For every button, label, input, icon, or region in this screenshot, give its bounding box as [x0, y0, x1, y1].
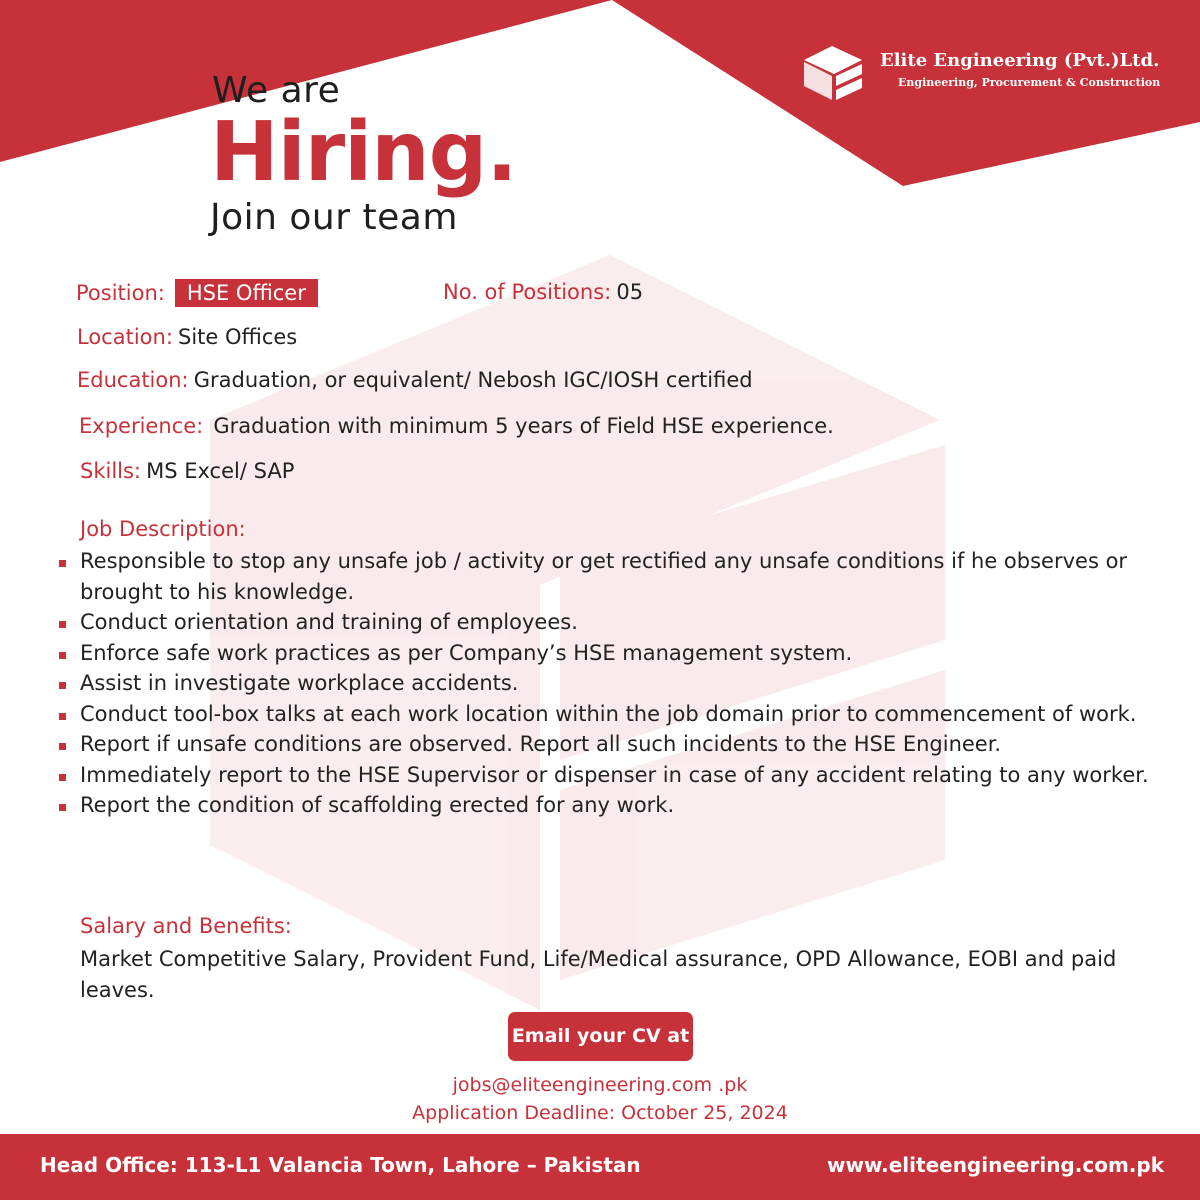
- positions-count-value: 05: [616, 280, 644, 304]
- brand-logo-icon: [800, 38, 866, 104]
- position-badge: HSE Officer: [175, 279, 318, 307]
- experience-value: Graduation with minimum 5 years of Field HSE experience.: [213, 414, 834, 438]
- positions-count-label: No. of Positions:: [443, 280, 612, 304]
- list-item: Responsible to stop any unsafe job / activity or get rectified any unsafe conditions if he observes or brought to his knowledge.: [80, 546, 1170, 607]
- location-label: Location:: [77, 325, 173, 349]
- list-item: Assist in investigate workplace accidents.: [80, 668, 1170, 699]
- list-item: Immediately report to the HSE Supervisor or dispenser in case of any accident relating to any worker.: [80, 760, 1170, 791]
- experience-row: [79, 414, 834, 438]
- salary-title: Salary and Benefits:: [80, 914, 292, 938]
- footer-bar: [0, 1134, 1200, 1200]
- location-value: Site Offices: [178, 325, 298, 349]
- list-item: Conduct tool-box talks at each work location within the job domain prior to commencement of work.: [80, 699, 1170, 730]
- website-link[interactable]: www.eliteengineering.com.pk: [826, 1153, 1164, 1177]
- positions-count-row: [443, 280, 643, 304]
- list-item: Report the condition of scaffolding erected for any work.: [80, 790, 1170, 821]
- hero-line-we-are: We are: [212, 70, 341, 111]
- top-right-red-shape: [612, 0, 1200, 186]
- skills-row: [80, 459, 294, 483]
- skills-label: Skills:: [80, 459, 142, 483]
- email-cv-button[interactable]: Email your CV at: [508, 1012, 693, 1061]
- list-item: Report if unsafe conditions are observed. Report all such incidents to the HSE Engineer.: [80, 729, 1170, 760]
- experience-label: Experience:: [79, 414, 204, 438]
- education-value: Graduation, or equivalent/ Nebosh IGC/IOSH certified: [193, 368, 753, 392]
- job-description-title: Job Description:: [80, 517, 246, 541]
- salary-text: Market Competitive Salary, Provident Fund, Life/Medical assurance, OPD Allowance, EOBI and paid leaves.: [80, 947, 1117, 1002]
- email-link[interactable]: jobs@eliteengineering.com .pk: [452, 1074, 748, 1096]
- job-description-list: [80, 546, 1170, 821]
- skills-value: MS Excel/ SAP: [146, 459, 295, 483]
- education-row: [77, 368, 753, 392]
- head-office-address: Head Office: 113-L1 Valancia Town, Lahore – Pakistan: [40, 1153, 641, 1177]
- location-row: [77, 325, 297, 349]
- brand-name: Elite Engineering (Pvt.)Ltd.: [880, 50, 1160, 71]
- list-item: Enforce safe work practices as per Company’s HSE management system.: [80, 638, 1170, 669]
- brand-tagline: Engineering, Procurement & Construction: [898, 76, 1161, 89]
- education-label: Education:: [77, 368, 189, 392]
- position-row: [76, 279, 318, 307]
- position-label: Position:: [76, 281, 165, 305]
- hero-hiring-heading: Hiring.: [210, 105, 517, 200]
- application-deadline: Application Deadline: October 25, 2024: [412, 1102, 788, 1124]
- hero-join-our-team: Join our team: [210, 197, 458, 238]
- list-item: Conduct orientation and training of employees.: [80, 607, 1170, 638]
